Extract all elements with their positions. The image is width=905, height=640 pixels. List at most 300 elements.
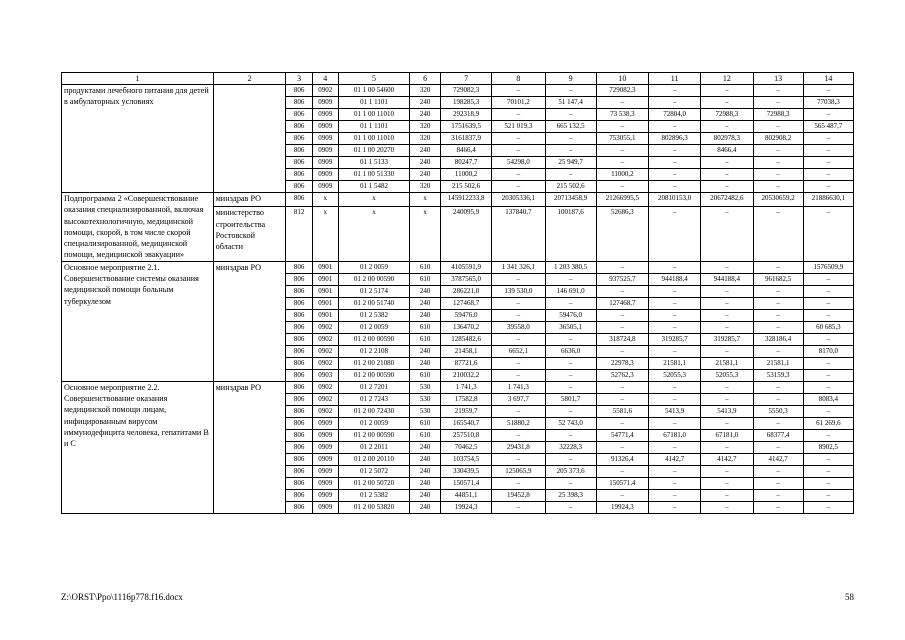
table-cell: 292318,9 xyxy=(441,109,492,121)
table-cell: – xyxy=(492,181,545,193)
program-description: продуктами лечебного питания для детей в амбулаторных условиях xyxy=(62,85,214,193)
table-cell: – xyxy=(596,381,648,393)
table-cell: 01 2 5174 xyxy=(338,285,410,297)
table-cell: 5413,9 xyxy=(649,405,701,417)
table-cell: – xyxy=(545,429,596,441)
table-cell: 3 697,7 xyxy=(492,393,545,405)
table-cell: – xyxy=(701,181,753,193)
table-cell: – xyxy=(803,489,853,501)
table-cell: 72988,3 xyxy=(701,109,753,121)
table-cell: – xyxy=(803,465,853,477)
table-cell: 753055,1 xyxy=(596,133,648,145)
table-cell: – xyxy=(596,157,648,169)
table-cell: 806 xyxy=(286,501,313,513)
table-cell: 21458,1 xyxy=(441,345,492,357)
table-cell: 530 xyxy=(410,393,441,405)
table-cell: 0903 xyxy=(312,369,338,381)
table-cell: 52 743,0 xyxy=(545,417,596,429)
table-cell: – xyxy=(803,285,853,297)
table-cell: – xyxy=(803,297,853,309)
table-cell: 8083,4 xyxy=(803,393,853,405)
table-cell: 319285,7 xyxy=(649,333,701,345)
table-cell: – xyxy=(701,285,753,297)
table-cell: 806 xyxy=(286,429,313,441)
table-cell: – xyxy=(492,357,545,369)
table-cell: – xyxy=(596,285,648,297)
table-cell: – xyxy=(803,145,853,157)
table-cell: 802896,3 xyxy=(649,133,701,145)
table-cell: 52055,3 xyxy=(649,369,701,381)
table-cell: 11000,2 xyxy=(441,169,492,181)
table-cell: 4142,7 xyxy=(649,453,701,465)
column-number: 3 xyxy=(286,73,313,85)
table-cell: – xyxy=(803,309,853,321)
table-cell: 6636,0 xyxy=(545,345,596,357)
table-cell: – xyxy=(701,297,753,309)
table-cell: 318724,8 xyxy=(596,333,648,345)
table-cell: 21266995,5 xyxy=(596,193,648,207)
table-header-row xyxy=(62,73,854,85)
table-cell: – xyxy=(701,477,753,489)
table-cell: 806 xyxy=(286,169,313,181)
table-cell: 198285,3 xyxy=(441,97,492,109)
table-cell: 61 269,6 xyxy=(803,417,853,429)
table-cell: 146 691,0 xyxy=(545,285,596,297)
table-cell: 77038,3 xyxy=(803,97,853,109)
table-cell: 610 xyxy=(410,261,441,273)
table-cell: 240 xyxy=(410,297,441,309)
table-cell: – xyxy=(701,309,753,321)
table-cell: 0902 xyxy=(312,345,338,357)
table-cell: – xyxy=(649,441,701,453)
table-cell: 806 xyxy=(286,121,313,133)
table-cell: – xyxy=(545,133,596,145)
table-cell: – xyxy=(753,85,803,97)
executor: минздрав РО xyxy=(213,193,286,207)
table-cell: 19924,3 xyxy=(596,501,648,513)
table-cell: 565 487,7 xyxy=(803,121,853,133)
table-cell: x xyxy=(338,193,410,207)
table-cell: 70101,2 xyxy=(492,97,545,109)
table-cell: – xyxy=(803,405,853,417)
table-cell: 01 1 00 51330 xyxy=(338,169,410,181)
table-cell: – xyxy=(492,501,545,513)
table-cell: 165540,7 xyxy=(441,417,492,429)
column-number: 6 xyxy=(410,73,441,85)
table-cell: 0902 xyxy=(312,333,338,345)
table-cell: 20810153,0 xyxy=(649,193,701,207)
table-cell: – xyxy=(492,169,545,181)
table-cell: 68377,4 xyxy=(753,429,803,441)
table-cell: – xyxy=(596,345,648,357)
table-cell: 25 949,7 xyxy=(545,157,596,169)
table-cell: 240 xyxy=(410,489,441,501)
table-cell: – xyxy=(803,429,853,441)
table-cell: 0909 xyxy=(312,97,338,109)
table-cell: – xyxy=(701,345,753,357)
table-cell: – xyxy=(803,133,853,145)
table-cell: – xyxy=(596,489,648,501)
table-cell: 0909 xyxy=(312,477,338,489)
table-cell: 240 xyxy=(410,145,441,157)
table-cell: 806 xyxy=(286,297,313,309)
table-cell: 215 502,6 xyxy=(545,181,596,193)
table-cell: 240 xyxy=(410,501,441,513)
table-cell: 8466,4 xyxy=(701,145,753,157)
table-cell: – xyxy=(803,333,853,345)
table-cell: – xyxy=(596,441,648,453)
table-cell: 5801,7 xyxy=(545,393,596,405)
table-cell: 80247,7 xyxy=(441,157,492,169)
table-cell: – xyxy=(803,477,853,489)
table-cell: – xyxy=(753,121,803,133)
table-cell: – xyxy=(492,145,545,157)
table-cell: 0909 xyxy=(312,489,338,501)
table-cell: 51880,2 xyxy=(492,417,545,429)
table-cell: – xyxy=(701,121,753,133)
table-cell: 240 xyxy=(410,169,441,181)
table-cell: 72988,3 xyxy=(753,109,803,121)
table-cell: 67181,0 xyxy=(701,429,753,441)
table-cell: 610 xyxy=(410,417,441,429)
table-cell: 0909 xyxy=(312,501,338,513)
table-cell: 72804,0 xyxy=(649,109,701,121)
table-cell: – xyxy=(753,285,803,297)
table-cell: – xyxy=(753,381,803,393)
table-cell: 0901 xyxy=(312,297,338,309)
table-cell: – xyxy=(545,297,596,309)
table-cell: – xyxy=(753,477,803,489)
table-cell: – xyxy=(545,169,596,181)
table-cell: 01 2 5382 xyxy=(338,489,410,501)
table-cell: 0909 xyxy=(312,465,338,477)
table-cell: – xyxy=(649,345,701,357)
table-cell: 610 xyxy=(410,369,441,381)
table-cell: – xyxy=(753,169,803,181)
table-cell: 240 xyxy=(410,97,441,109)
table-cell: 240 xyxy=(410,477,441,489)
table-cell: – xyxy=(701,441,753,453)
table-cell: 3161837,9 xyxy=(441,133,492,145)
table-cell: 0901 xyxy=(312,261,338,273)
table-cell: 806 xyxy=(286,321,313,333)
table-cell: 806 xyxy=(286,441,313,453)
column-number: 14 xyxy=(803,73,853,85)
table-cell: 240 xyxy=(410,109,441,121)
table-cell: – xyxy=(649,207,701,261)
table-cell: 29431,8 xyxy=(492,441,545,453)
table-cell: – xyxy=(596,181,648,193)
table-cell: 0902 xyxy=(312,357,338,369)
table-cell: 240095,9 xyxy=(441,207,492,261)
table-cell: 610 xyxy=(410,273,441,285)
table-cell: 73 538,3 xyxy=(596,109,648,121)
table-cell: 01 2 00 53820 xyxy=(338,501,410,513)
table-cell: 01 1 5133 xyxy=(338,157,410,169)
table-cell: – xyxy=(701,261,753,273)
table-cell: 320 xyxy=(410,181,441,193)
table-cell: 806 xyxy=(286,477,313,489)
table-cell: 21886630,1 xyxy=(803,193,853,207)
table-cell: – xyxy=(649,85,701,97)
table-cell: 137840,7 xyxy=(492,207,545,261)
table-cell: – xyxy=(649,261,701,273)
table-cell: 806 xyxy=(286,357,313,369)
table-cell: 240 xyxy=(410,465,441,477)
table-cell: – xyxy=(649,97,701,109)
table-cell: 8902,5 xyxy=(803,441,853,453)
table-cell: – xyxy=(649,181,701,193)
table-cell: 20713458,9 xyxy=(545,193,596,207)
table-cell: 01 1 1101 xyxy=(338,97,410,109)
table-cell: 8466,4 xyxy=(441,145,492,157)
table-cell: 52686,3 xyxy=(596,207,648,261)
table-cell: – xyxy=(492,429,545,441)
program-description: Основное мероприятие 2.2. Совершенствование оказания медицинской помощи лицам, инфицированным вирусом иммунодефицита человека, гепатитами B и C xyxy=(62,381,214,513)
table-cell: 806 xyxy=(286,333,313,345)
table-cell: – xyxy=(649,465,701,477)
table-cell: 70462,5 xyxy=(441,441,492,453)
table-cell: – xyxy=(649,157,701,169)
table-cell: – xyxy=(753,97,803,109)
table-cell: 25 398,3 xyxy=(545,489,596,501)
table-cell: – xyxy=(649,285,701,297)
table-cell: – xyxy=(803,181,853,193)
table-cell: 21581,1 xyxy=(753,357,803,369)
table-cell: – xyxy=(753,321,803,333)
table-cell: x xyxy=(410,193,441,207)
table-cell: 729082,3 xyxy=(441,85,492,97)
column-number: 7 xyxy=(441,73,492,85)
table-cell: 806 xyxy=(286,381,313,393)
table-cell: 961682,5 xyxy=(753,273,803,285)
table-cell: – xyxy=(753,345,803,357)
table-cell: 806 xyxy=(286,157,313,169)
table-cell: 01 2 00 20110 xyxy=(338,453,410,465)
table-cell: – xyxy=(649,489,701,501)
table-cell: 330439,5 xyxy=(441,465,492,477)
table-cell: x xyxy=(312,193,338,207)
table-cell: 806 xyxy=(286,393,313,405)
table-cell: 0909 xyxy=(312,429,338,441)
table-cell: 01 2 00 50720 xyxy=(338,477,410,489)
table-cell: – xyxy=(492,85,545,97)
table-cell: – xyxy=(596,393,648,405)
table-cell: 36505,1 xyxy=(545,321,596,333)
table-cell: 103754,5 xyxy=(441,453,492,465)
table-cell: x xyxy=(312,207,338,261)
table-cell: 150571,4 xyxy=(441,477,492,489)
table-cell: 01 2 0059 xyxy=(338,321,410,333)
table-cell: – xyxy=(492,109,545,121)
table-row xyxy=(62,381,854,393)
table-cell: – xyxy=(753,207,803,261)
table-cell: 5550,3 xyxy=(753,405,803,417)
table-cell: 205 373,6 xyxy=(545,465,596,477)
table-cell: – xyxy=(753,465,803,477)
table-cell: – xyxy=(803,273,853,285)
table-cell: 0909 xyxy=(312,133,338,145)
table-cell: 240 xyxy=(410,285,441,297)
table-cell: – xyxy=(492,477,545,489)
table-cell: – xyxy=(545,477,596,489)
table-cell: – xyxy=(701,501,753,513)
table-cell: – xyxy=(701,85,753,97)
table-cell: 01 2 00 00590 xyxy=(338,273,410,285)
table-cell: – xyxy=(803,157,853,169)
table-cell: – xyxy=(701,465,753,477)
table-cell: – xyxy=(803,207,853,261)
table-cell: – xyxy=(596,321,648,333)
table-cell: 0909 xyxy=(312,453,338,465)
table-cell: – xyxy=(596,261,648,273)
table-cell: 01 1 00 11010 xyxy=(338,133,410,145)
column-number: 5 xyxy=(338,73,410,85)
table-cell: – xyxy=(701,169,753,181)
table-cell: – xyxy=(753,489,803,501)
table-cell: x xyxy=(338,207,410,261)
table-cell: – xyxy=(596,97,648,109)
table-cell: 0902 xyxy=(312,381,338,393)
table-cell: 210032,2 xyxy=(441,369,492,381)
table-cell: 286221,0 xyxy=(441,285,492,297)
table-cell: – xyxy=(545,333,596,345)
table-cell: – xyxy=(596,309,648,321)
table-cell: – xyxy=(545,109,596,121)
table-cell: – xyxy=(753,309,803,321)
executor xyxy=(213,85,286,193)
table-cell: 52762,3 xyxy=(596,369,648,381)
table-cell: 0902 xyxy=(312,393,338,405)
table-cell: – xyxy=(753,501,803,513)
table-cell: – xyxy=(545,273,596,285)
table-cell: 0901 xyxy=(312,309,338,321)
table-cell: 01 2 00 51740 xyxy=(338,297,410,309)
table-cell: 1 341 326,1 xyxy=(492,261,545,273)
table-cell: 0902 xyxy=(312,321,338,333)
table-cell: – xyxy=(545,405,596,417)
table-cell: – xyxy=(803,369,853,381)
table-cell: 39558,0 xyxy=(492,321,545,333)
table-cell: – xyxy=(701,393,753,405)
table-cell: 67181,0 xyxy=(649,429,701,441)
table-cell: 1 741,3 xyxy=(492,381,545,393)
table-row xyxy=(62,193,854,207)
table-cell: 521 019,3 xyxy=(492,121,545,133)
table-cell: 6652,1 xyxy=(492,345,545,357)
table-cell: 100187,6 xyxy=(545,207,596,261)
table-cell: 20530659,2 xyxy=(753,193,803,207)
table-cell: 806 xyxy=(286,345,313,357)
table-cell: – xyxy=(649,477,701,489)
table-cell: 20672482,6 xyxy=(701,193,753,207)
table-cell: 806 xyxy=(286,285,313,297)
table-row xyxy=(62,261,854,273)
table-cell: – xyxy=(492,309,545,321)
table-cell: 806 xyxy=(286,453,313,465)
table-cell: 320 xyxy=(410,133,441,145)
table-cell: 806 xyxy=(286,145,313,157)
table-cell: – xyxy=(545,145,596,157)
table-cell: 125065,9 xyxy=(492,465,545,477)
table-cell: – xyxy=(649,297,701,309)
table-cell: – xyxy=(649,121,701,133)
executor: министерство строительства Ростовской области xyxy=(213,207,286,261)
table-cell: – xyxy=(753,157,803,169)
table-cell: 944188,4 xyxy=(649,273,701,285)
table-cell: 91326,4 xyxy=(596,453,648,465)
table-cell: – xyxy=(649,501,701,513)
table-cell: 320 xyxy=(410,85,441,97)
table-cell: – xyxy=(649,309,701,321)
table-cell: – xyxy=(492,369,545,381)
table-cell: – xyxy=(492,453,545,465)
table-cell: 0909 xyxy=(312,157,338,169)
table-cell: 1576509,9 xyxy=(803,261,853,273)
table-cell: 01 2 2011 xyxy=(338,441,410,453)
table-cell: 139 530,0 xyxy=(492,285,545,297)
table-cell: 53159,3 xyxy=(753,369,803,381)
table-cell: – xyxy=(701,97,753,109)
table-cell: 11000,2 xyxy=(596,169,648,181)
table-cell: – xyxy=(701,157,753,169)
table-cell: 215 502,6 xyxy=(441,181,492,193)
table-cell: 01 2 00 00590 xyxy=(338,333,410,345)
table-cell: 257510,8 xyxy=(441,429,492,441)
table-cell: – xyxy=(545,501,596,513)
table-cell: 806 xyxy=(286,417,313,429)
table-cell: – xyxy=(545,453,596,465)
table-cell: 328186,4 xyxy=(753,333,803,345)
table-cell: 145912233,8 xyxy=(441,193,492,207)
table-cell: – xyxy=(649,321,701,333)
program-description: Основное мероприятие 2.1. Совершенствование системы оказания медицинской помощи больным туберкулезом xyxy=(62,261,214,381)
table-cell: 01 1 00 54600 xyxy=(338,85,410,97)
table-cell: 21581,1 xyxy=(649,357,701,369)
table-cell: – xyxy=(803,453,853,465)
table-cell: – xyxy=(545,357,596,369)
budget-table xyxy=(61,72,854,514)
table-cell: 944188,4 xyxy=(701,273,753,285)
table-cell: 5581,6 xyxy=(596,405,648,417)
table-cell: 0902 xyxy=(312,405,338,417)
table-cell: 01 2 7201 xyxy=(338,381,410,393)
table-cell: – xyxy=(803,85,853,97)
table-cell: – xyxy=(492,405,545,417)
table-cell: 0909 xyxy=(312,181,338,193)
table-cell: 240 xyxy=(410,309,441,321)
table-cell: 320 xyxy=(410,121,441,133)
table-cell: 530 xyxy=(410,405,441,417)
table-cell: 5413,9 xyxy=(701,405,753,417)
table-cell: 812 xyxy=(286,207,313,261)
table-cell: 806 xyxy=(286,465,313,477)
table-cell: 806 xyxy=(286,85,313,97)
table-cell: – xyxy=(753,297,803,309)
table-cell: 8170,0 xyxy=(803,345,853,357)
table-cell: 0909 xyxy=(312,109,338,121)
table-cell: 1 203 380,5 xyxy=(545,261,596,273)
table-cell: – xyxy=(701,207,753,261)
table-cell: – xyxy=(596,121,648,133)
table-cell: 240 xyxy=(410,453,441,465)
table-cell: – xyxy=(753,261,803,273)
table-cell: 01 2 7243 xyxy=(338,393,410,405)
table-cell: – xyxy=(596,465,648,477)
table-cell: 52055,3 xyxy=(701,369,753,381)
table-cell: – xyxy=(649,145,701,157)
table-cell: 806 xyxy=(286,181,313,193)
